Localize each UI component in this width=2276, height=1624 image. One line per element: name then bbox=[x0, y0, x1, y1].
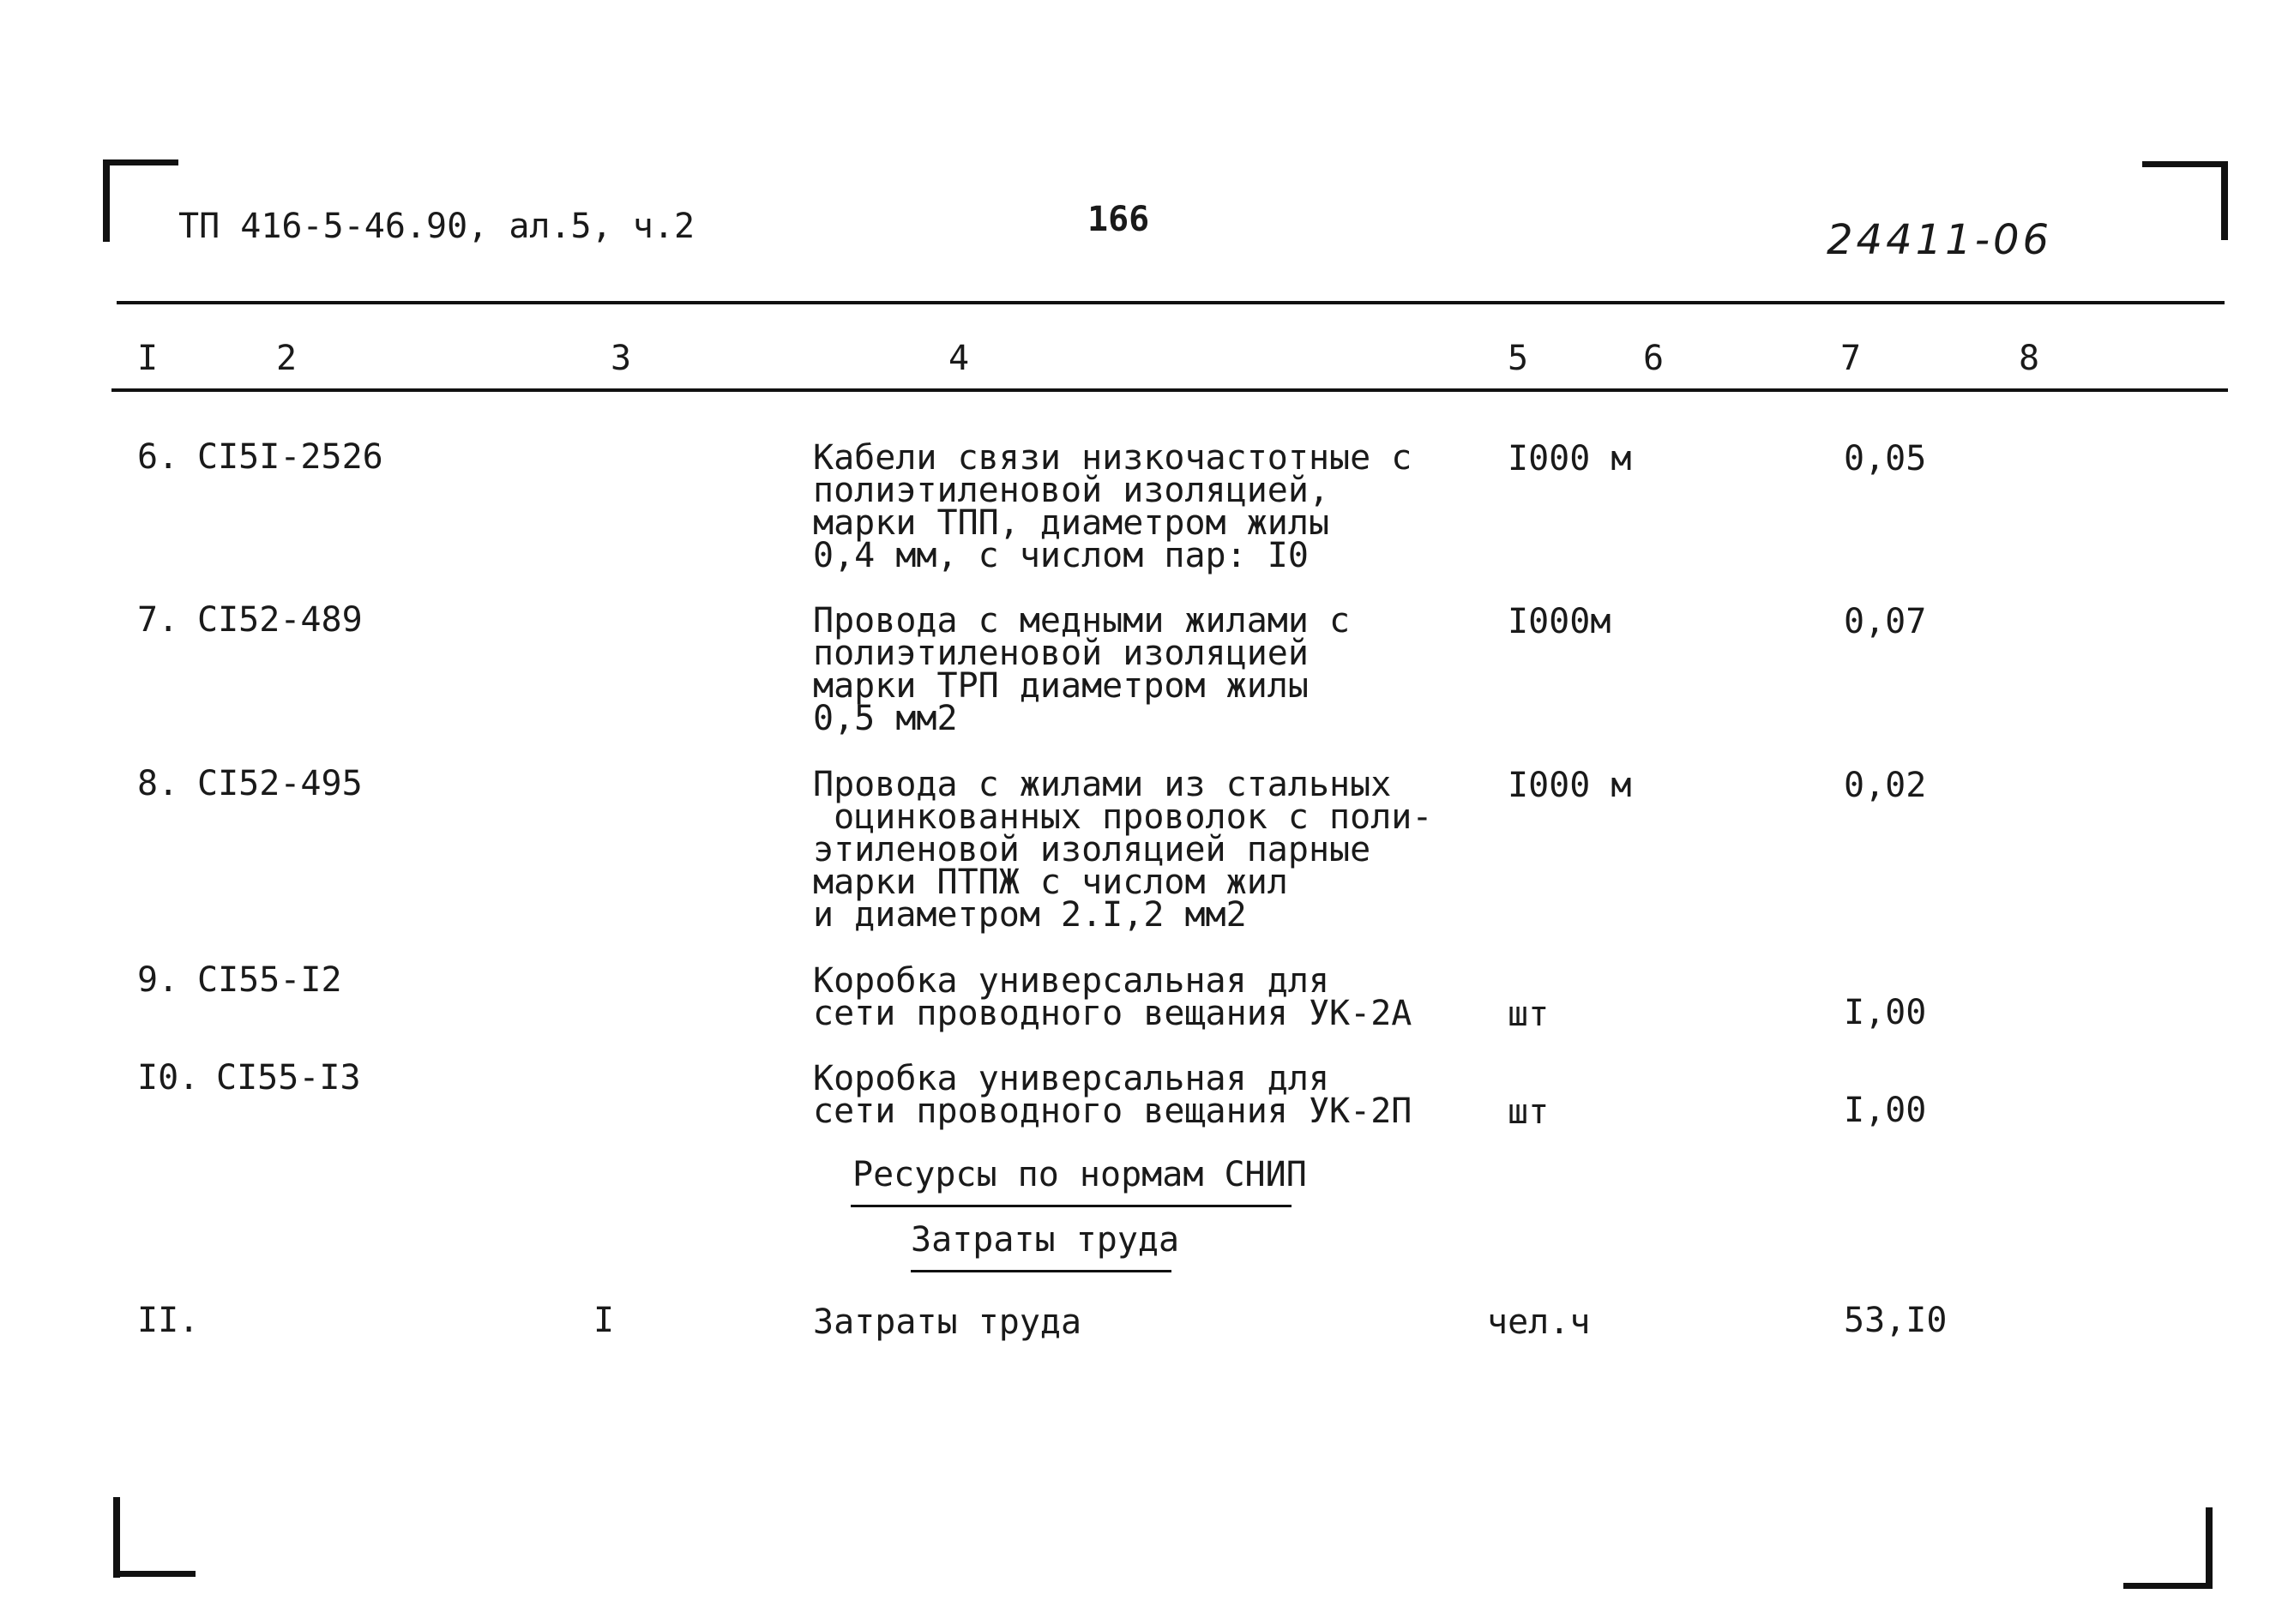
column-header-5: 5 bbox=[1508, 339, 1529, 378]
resource-code: СI55-I3 bbox=[216, 1058, 361, 1098]
section-heading-underline bbox=[851, 1205, 1292, 1207]
row-number: 6. bbox=[137, 437, 179, 477]
corner-mark-top-left bbox=[103, 161, 110, 242]
section-heading: Ресурсы по нормам СНИП bbox=[852, 1155, 1307, 1194]
row-number: 7. bbox=[137, 600, 179, 640]
corner-mark-top-right-h bbox=[2142, 161, 2228, 167]
row-number: I0. bbox=[137, 1058, 200, 1098]
corner-mark-bottom-left bbox=[113, 1497, 120, 1578]
quantity: I,00 bbox=[1844, 993, 1927, 1032]
corner-mark-bottom-left-h bbox=[113, 1571, 196, 1577]
unit: I000м bbox=[1508, 602, 1611, 641]
quantity: 0,02 bbox=[1844, 766, 1927, 805]
unit: I000 м bbox=[1508, 766, 1632, 805]
unit: чел.ч bbox=[1487, 1302, 1591, 1342]
document-reference: ТП 416-5-46.90, ал.5, ч.2 bbox=[178, 207, 695, 246]
resource-code: СI5I-2526 bbox=[197, 437, 383, 477]
resource-description: Провода с медными жилами с полиэтиленовой изоляцией марки ТРП диаметром жилы 0,5 мм2 bbox=[813, 601, 1351, 738]
unit: I000 м bbox=[1508, 439, 1632, 478]
table-header-rule bbox=[111, 388, 2228, 392]
resource-description: Коробка универсальная для сети проводного вещания УК-2А bbox=[813, 961, 1412, 1033]
quantity: 0,05 bbox=[1844, 439, 1927, 478]
section-subheading: Затраты труда bbox=[911, 1220, 1180, 1260]
corner-mark-bottom-right bbox=[2206, 1507, 2213, 1588]
unit: шт bbox=[1508, 1092, 1550, 1132]
column-header-4: 4 bbox=[948, 339, 970, 378]
corner-mark-bottom-right-h bbox=[2123, 1583, 2213, 1589]
row-number: 8. bbox=[137, 764, 179, 803]
resource-description: Провода с жилами из стальных оцинкованных проволок с поли- этиленовой изоляцией парные марки ПТПЖ с числом жил и диаметром 2.I,2 мм2 bbox=[813, 765, 1433, 935]
column-header-1: I bbox=[137, 339, 159, 378]
column-header-2: 2 bbox=[276, 339, 298, 378]
table-top-rule bbox=[117, 301, 2225, 304]
resource-code: СI55-I2 bbox=[197, 960, 342, 1000]
column-header-8: 8 bbox=[2019, 339, 2040, 378]
quantity: I,00 bbox=[1844, 1091, 1927, 1130]
corner-mark-top-left-h bbox=[103, 159, 178, 165]
resource-description: Затраты труда bbox=[813, 1302, 1082, 1342]
column-header-3: 3 bbox=[611, 339, 632, 378]
handwritten-stamp-code: 24411-06 bbox=[1827, 216, 2053, 264]
section-subheading-underline bbox=[911, 1270, 1171, 1272]
quantity: 53,I0 bbox=[1844, 1301, 1948, 1340]
column-header-6: 6 bbox=[1643, 339, 1665, 378]
resource-code: СI52-495 bbox=[197, 764, 363, 803]
row-number: 9. bbox=[137, 960, 179, 1000]
corner-mark-top-right bbox=[2221, 161, 2228, 240]
resource-description: Кабели связи низкочастотные с полиэтиленовой изоляцией, марки ТПП, диаметром жилы 0,4 мм, с числом пар: I0 bbox=[813, 438, 1412, 575]
resource-description: Коробка универсальная для сети проводного вещания УК-2П bbox=[813, 1059, 1412, 1131]
column-3-value: I bbox=[593, 1301, 615, 1340]
quantity: 0,07 bbox=[1844, 602, 1927, 641]
column-header-7: 7 bbox=[1840, 339, 1862, 378]
resource-code: СI52-489 bbox=[197, 600, 363, 640]
page-number: 166 bbox=[1087, 200, 1150, 239]
unit: шт bbox=[1508, 995, 1550, 1034]
row-number: II. bbox=[137, 1301, 200, 1340]
